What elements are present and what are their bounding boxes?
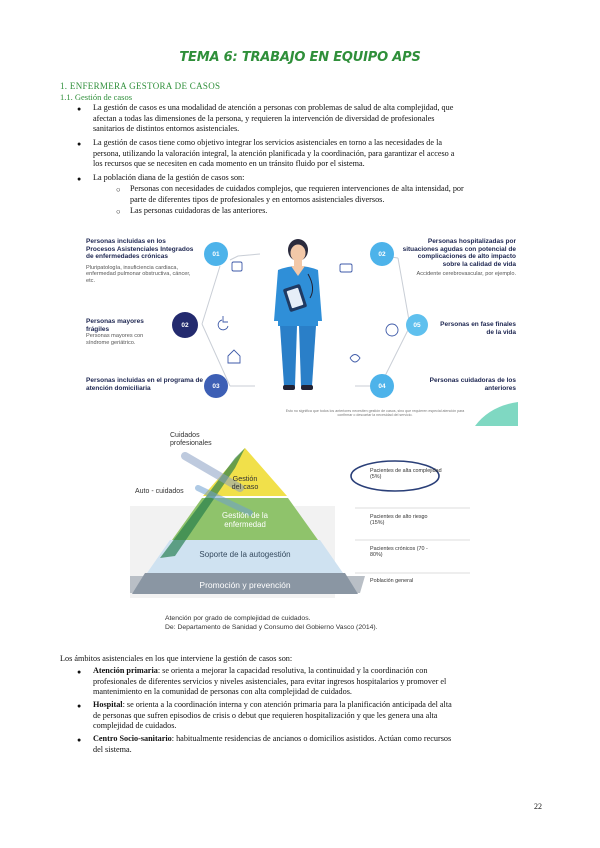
- bullet-dot: ●: [77, 702, 82, 710]
- group-caregivers: [398, 377, 516, 392]
- group-title: Personas incluidas en el programa de atención domiciliaria: [86, 377, 204, 392]
- label-professional-care: Cuidados profesionales: [170, 432, 212, 447]
- caption-line: Atención por grado de complejidad de cuidados.: [165, 615, 311, 622]
- group-hospitalized: [400, 238, 516, 278]
- node-01: 01: [204, 242, 228, 266]
- text-line: parte de diferentes tipos de profesionales y en entornos asistenciales diversos.: [130, 194, 385, 204]
- pills-icon: [232, 262, 242, 271]
- ambito-primary-care: [93, 666, 543, 698]
- level-self-management-support: Soporte de la autogestión: [199, 550, 291, 559]
- group-frail-elderly: [86, 318, 168, 346]
- care-pyramid-figure: [130, 428, 490, 638]
- text-line: La población diana de la gestión de casos son:: [93, 173, 245, 182]
- nurse-illustration: [274, 239, 322, 390]
- heart-hands-icon: [350, 355, 360, 363]
- text-line: afectan a todas las dimensiones de la persona, y requieren la intervención de diversidad de profesionales: [93, 113, 435, 123]
- group-end-of-life: [436, 321, 516, 336]
- group-title: Personas mayores frágiles: [86, 318, 144, 333]
- clock-icon: [386, 324, 398, 336]
- target-population-infographic: [80, 226, 518, 426]
- intro-bullet-2: [93, 138, 543, 170]
- text-line: : se orienta a la coordinación interna y con atención primaria para la planificación anticipada del alta: [122, 700, 452, 709]
- ambito-term: Centro Socio-sanitario: [93, 734, 172, 743]
- page-number: 22: [534, 802, 542, 811]
- infographic-footnote: Esto no significa que todos los anteriores necesiten gestión de casos, sino que requieren especial atención para confirmar o descartar la necesidad del servicio.: [285, 409, 465, 418]
- level-promotion-prevention: Promoción y prevención: [199, 580, 291, 590]
- right-label-high-risk: Pacientes de alto riesgo (15%): [370, 514, 428, 527]
- pyramid-caption: [165, 614, 465, 632]
- ambito-socio-sanitario: [93, 734, 543, 755]
- node-03: 03: [204, 374, 228, 398]
- group-subtitle: Pluripatología, insuficiencia cardiaca, enfermedad pulmonar obstructiva, cáncer, etc.: [86, 264, 191, 284]
- text-line: de personas que sufren episodios de crisis o debut que requieren hospitalización y que les genera una alta: [93, 710, 438, 720]
- pyramid-graphics: [130, 428, 490, 638]
- sub-bullet-2: [130, 206, 543, 217]
- sub-bullet-circle: ○: [116, 207, 121, 216]
- sub-bullet-circle: ○: [116, 185, 121, 194]
- group-subtitle: Accidente cerebrovascular, por ejemplo.: [416, 271, 516, 278]
- text-line: los recursos que se necesiten en cada momento en un tránsito fluido por el sistema.: [93, 159, 365, 169]
- text-line: mantenimiento en la comunidad de personas con alta complejidad de cuidados.: [93, 687, 352, 697]
- subsection-heading: 1.1. Gestión de casos: [60, 92, 133, 102]
- node-04: 04: [370, 374, 394, 398]
- bullet-dot: ●: [77, 668, 82, 676]
- text-line: Las personas cuidadoras de las anteriores.: [130, 206, 268, 215]
- intro-bullet-3: [93, 173, 543, 184]
- ambitos-intro: Los ámbitos asistenciales en los que interviene la gestión de casos son:: [60, 654, 293, 663]
- right-label-high-complexity: Pacientes de alta complejidad (5%): [370, 468, 442, 481]
- right-label-general: Población general: [370, 578, 414, 584]
- text-line: persona, utilizando la valoración integral, la atención planificada y la coordinación, para garantizar el acceso a: [93, 148, 455, 158]
- section-heading: 1. ENFERMERA GESTORA DE CASOS: [60, 81, 221, 91]
- text-line: sanitarios de distintos entornos asistenciales.: [93, 124, 240, 134]
- text-line: del sistema.: [93, 744, 132, 754]
- group-title: Personas en fase finales de la vida: [440, 321, 516, 336]
- level-case-management: Gestión del caso: [231, 474, 259, 491]
- text-line: Personas con necesidades de cuidados complejos, que requieren intervenciones de alta intensidad, por: [130, 184, 464, 193]
- group-title: Personas cuidadoras de los anteriores: [429, 377, 516, 392]
- ambito-hospital: [93, 700, 543, 732]
- page-title: TEMA 6: TRABAJO EN EQUIPO APS: [179, 50, 421, 65]
- decor-corner: [475, 402, 518, 426]
- text-line: La gestión de casos es una modalidad de atención a personas con problemas de salud de alta complejidad, que: [93, 103, 454, 112]
- ambito-term: Atención primaria: [93, 666, 158, 675]
- text-line: : habitualmente residencias de ancianos o domicilios asistidos. Actúan como recursos: [171, 734, 452, 743]
- text-line: profesionales de diferentes servicios y niveles asistenciales, para evitar ingresos hospitalarios y promover el: [93, 676, 447, 686]
- intro-bullet-1: [93, 103, 543, 135]
- caption-line: De: Departamento de Sanidad y Consumo del Gobierno Vasco (2014).: [165, 624, 378, 631]
- text-line: La gestión de casos tiene como objetivo integrar los servicios asistenciales en torno a las necesidades de la: [93, 138, 442, 147]
- home-icon: [228, 350, 240, 363]
- bullet-dot: ●: [77, 736, 82, 744]
- ambito-term: Hospital: [93, 700, 123, 709]
- right-label-chronic: Pacientes crónicos (70 - 80%): [370, 546, 428, 559]
- group-title: Personas incluidas en los Procesos Asistenciales Integrados de enfermedades crónicas: [86, 238, 194, 261]
- bullet-dot: ●: [77, 175, 82, 183]
- group-chronic: [86, 238, 196, 285]
- text-line: complejidad de cuidados.: [93, 721, 177, 731]
- node-02-left: 02: [172, 312, 198, 338]
- group-subtitle: Personas mayores con síndrome geriátrico.: [86, 333, 144, 346]
- level-disease-management: Gestión de la enfermedad: [222, 511, 268, 529]
- wheelchair-icon: [218, 316, 228, 330]
- group-title: Personas hospitalizadas por situaciones agudas con potencial de complicaciones de alto impacto sobre la calidad de vida: [402, 238, 516, 268]
- bullet-dot: ●: [77, 140, 82, 148]
- text-line: : se orienta a mejorar la capacidad resolutiva, la continuidad y la coordinación con: [157, 666, 428, 675]
- group-home-care: [86, 377, 204, 392]
- sub-bullet-1: [130, 184, 543, 205]
- node-02-right: 02: [370, 242, 394, 266]
- label-self-care: Auto - cuidados: [135, 488, 184, 495]
- node-05: 05: [406, 314, 428, 336]
- ambulance-icon: [340, 264, 352, 272]
- bullet-dot: ●: [77, 105, 82, 113]
